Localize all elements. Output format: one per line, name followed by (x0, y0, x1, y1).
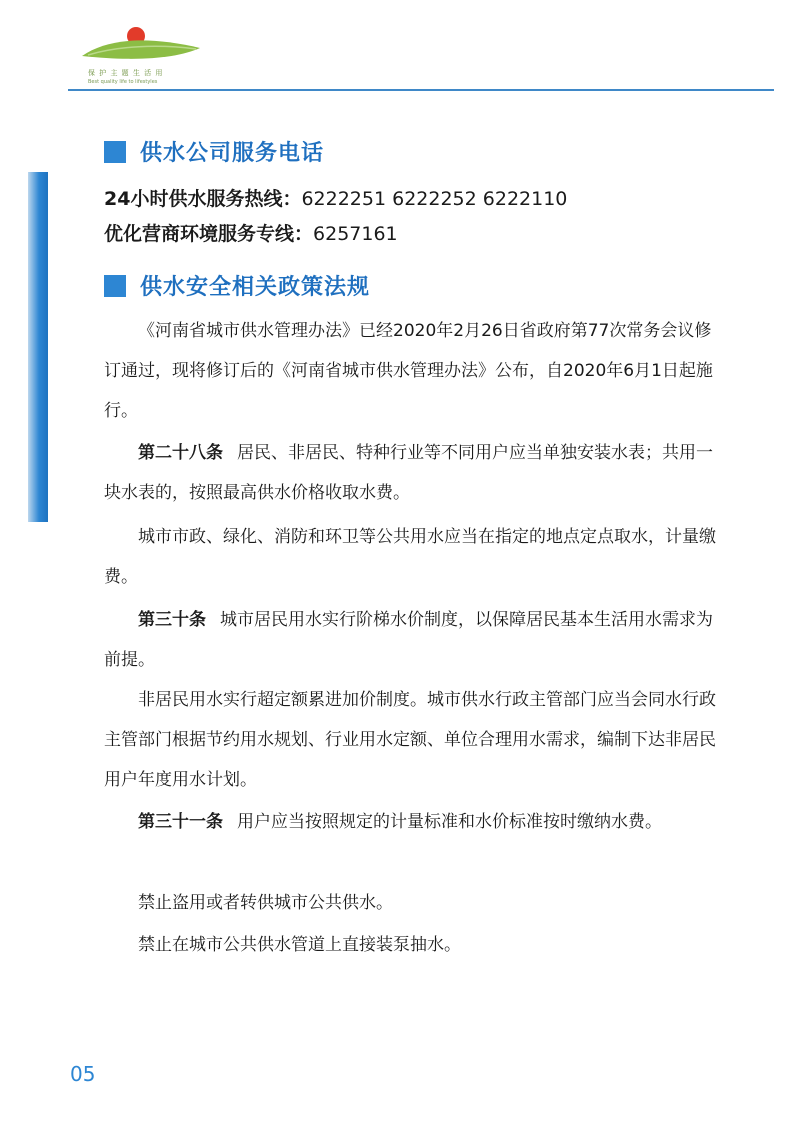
paragraph-article-31: 第三十一条 用户应当按照规定的计量标准和水价标准按时缴纳水费。 (138, 812, 662, 832)
contact-label: 24小时供水服务热线： (104, 188, 302, 210)
paragraph: 《河南省城市供水管理办法》已经2020年2月26日省政府第77次常务会议修订通过，现将修订后的《河南省城市供水管理办法》公布，自2020年6月1日起施行。 (104, 321, 713, 421)
contact-value: 6222251 6222252 6222110 (301, 188, 568, 210)
section-title-policies (104, 270, 370, 301)
section-title-service-phones (104, 136, 324, 167)
article-number: 第三十一条 (138, 812, 223, 832)
article-number: 第三十条 (138, 610, 206, 630)
article-number: 第二十八条 (138, 443, 223, 463)
square-bullet-icon (104, 275, 126, 297)
paragraph: 禁止在城市公共供水管道上直接装泵抽水。 (138, 935, 461, 955)
page-number: 05 (70, 1062, 96, 1086)
section-title-text: 供水安全相关政策法规 (140, 275, 371, 300)
logo-subtag: Best quality life to lifestyles (88, 79, 158, 85)
section-title-text: 供水公司服务电话 (140, 141, 325, 166)
contact-hotline (104, 184, 567, 211)
paragraph: 禁止盗用或者转供城市公共供水。 (138, 893, 393, 913)
paragraph: 非居民用水实行超定额累进加价制度。城市供水行政主管部门应当会同水行政主管部门根据节约用水规划、行业用水定额、单位合理用水需求，编制下达非居民用户年度用水计划。 (104, 690, 716, 790)
paragraph: 城市市政、绿化、消防和环卫等公共用水应当在指定的地点定点取水，计量缴费。 (104, 527, 716, 587)
square-bullet-icon (104, 141, 126, 163)
contact-value: 6257161 (313, 223, 398, 245)
paragraph-article-30: 第三十条 城市居民用水实行阶梯水价制度，以保障居民基本生活用水需求为前提。 (104, 610, 713, 670)
contact-business-line (104, 219, 398, 246)
paragraph-article-28: 第二十八条 居民、非居民、特种行业等不同用户应当单独安装水表；共用一块水表的，按照最高供水价格收取水费。 (104, 443, 713, 503)
header-divider (68, 89, 774, 91)
contact-label: 优化营商环境服务专线： (104, 223, 314, 245)
side-accent-bar (28, 172, 48, 522)
logo-tagline: 保 护 主 题 生 活 用 (88, 69, 164, 77)
